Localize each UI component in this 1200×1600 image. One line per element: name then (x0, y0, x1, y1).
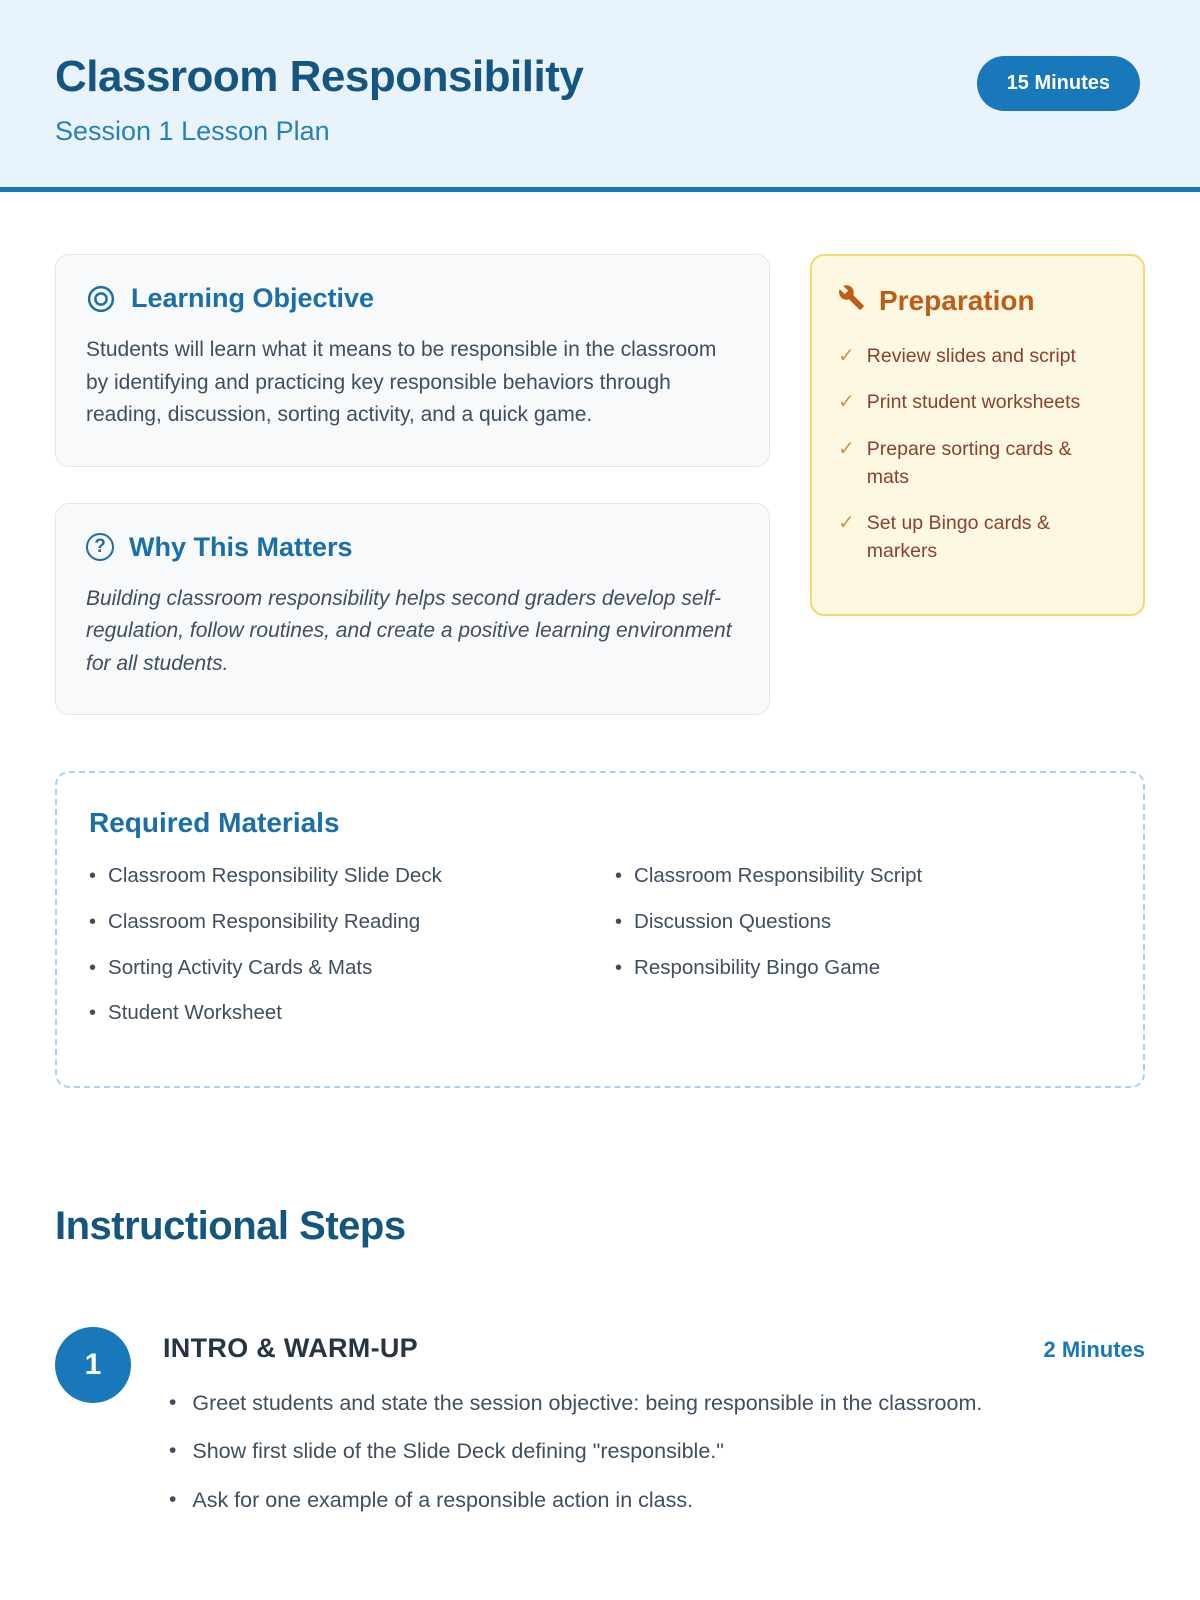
target-icon (86, 284, 116, 314)
check-icon: ✓ (838, 391, 855, 414)
bullet-icon: • (89, 956, 97, 979)
step-bullet-text: Show first slide of the Slide Deck defining "responsible." (192, 1439, 724, 1464)
bullet-icon: • (89, 865, 97, 888)
header-titles (55, 52, 583, 147)
why-this-matters-card (55, 503, 770, 716)
why-this-matters-heading-row (86, 532, 739, 563)
step-number-badge: 1 (55, 1327, 131, 1403)
materials-column-left (89, 863, 585, 1046)
material-item-label: Discussion Questions (634, 909, 832, 933)
step-title: INTRO & WARM-UP (163, 1332, 418, 1363)
question-circle-icon: ? (86, 533, 114, 561)
material-item (89, 909, 585, 936)
why-this-matters-body: Building classroom responsibility helps second graders develop self-regulation, follow routines, and create a positive learning environment for all students. (86, 586, 732, 675)
step-bullet (163, 1483, 1145, 1517)
material-item-label: Classroom Responsibility Reading (108, 909, 421, 933)
bullet-icon: • (169, 1390, 177, 1414)
preparation-item-label: Review slides and script (866, 345, 1076, 367)
page-header (0, 0, 1200, 192)
required-materials-card (55, 771, 1145, 1088)
page-title: Classroom Responsibility (55, 52, 584, 101)
required-materials-columns (89, 863, 1111, 1046)
preparation-heading: Preparation (879, 285, 1035, 316)
material-item-label: Student Worksheet (108, 1001, 282, 1025)
required-materials-heading: Required Materials (89, 807, 340, 839)
bullet-icon: • (615, 956, 623, 979)
duration-badge: 15 Minutes (977, 56, 1140, 111)
material-item (89, 1000, 585, 1027)
step-bullet-text: Ask for one example of a responsible action in class. (192, 1487, 694, 1512)
step-bullet-text: Greet students and state the session objective: being responsible in the classroom. (192, 1390, 983, 1415)
bullet-icon: • (169, 1487, 177, 1511)
material-item-label: Responsibility Bingo Game (634, 955, 881, 979)
page-subtitle: Session 1 Lesson Plan (55, 116, 330, 146)
preparation-item (838, 435, 1119, 492)
check-icon: ✓ (838, 345, 855, 367)
preparation-card (810, 254, 1145, 616)
bullet-icon: • (615, 865, 623, 888)
preparation-item (838, 342, 1119, 370)
preparation-item (838, 509, 1119, 566)
bullet-icon: • (89, 1002, 97, 1025)
preparation-item-label: Print student worksheets (866, 391, 1081, 414)
learning-objective-body: Students will learn what it means to be responsible in the classroom by identifying and practicing key responsible behaviors through reading, discussion, sorting activity, and a quick game. (86, 338, 717, 427)
material-item (89, 863, 585, 890)
material-item (615, 955, 1111, 982)
bullet-icon: • (615, 910, 623, 933)
materials-column-right (615, 863, 1111, 1046)
learning-objective-heading: Learning Objective (131, 283, 375, 313)
material-item (89, 955, 585, 982)
overview-section (55, 254, 1145, 715)
preparation-heading-row (838, 284, 1119, 318)
material-item-label: Sorting Activity Cards & Mats (108, 955, 373, 979)
preparation-item-label: Set up Bingo cards & markers (866, 512, 1050, 563)
material-item (615, 909, 1111, 936)
wrench-icon (838, 284, 865, 318)
step-duration: 2 Minutes (1043, 1336, 1145, 1362)
step-header-row (163, 1333, 1145, 1364)
check-icon: ✓ (838, 437, 855, 460)
material-item-label: Classroom Responsibility Slide Deck (108, 864, 442, 888)
overview-left-column (55, 254, 770, 715)
bullet-icon: • (169, 1439, 177, 1463)
preparation-checklist (838, 342, 1119, 566)
why-this-matters-heading: Why This Matters (129, 531, 353, 562)
learning-objective-card (55, 254, 770, 467)
step-body (163, 1327, 1145, 1531)
bullet-icon: • (89, 910, 97, 933)
material-item (615, 863, 1111, 890)
check-icon: ✓ (838, 512, 855, 535)
preparation-item (838, 388, 1119, 416)
learning-objective-heading-row (86, 283, 739, 314)
instructional-steps-heading: Instructional Steps (55, 1203, 406, 1248)
step-1 (55, 1327, 1145, 1531)
step-bullet (163, 1386, 1145, 1420)
step-bullet (163, 1434, 1145, 1468)
step-bullet-list (163, 1386, 1145, 1517)
material-item-label: Classroom Responsibility Script (634, 864, 923, 888)
preparation-item-label: Prepare sorting cards & mats (866, 437, 1072, 488)
main-content (0, 254, 1200, 1531)
